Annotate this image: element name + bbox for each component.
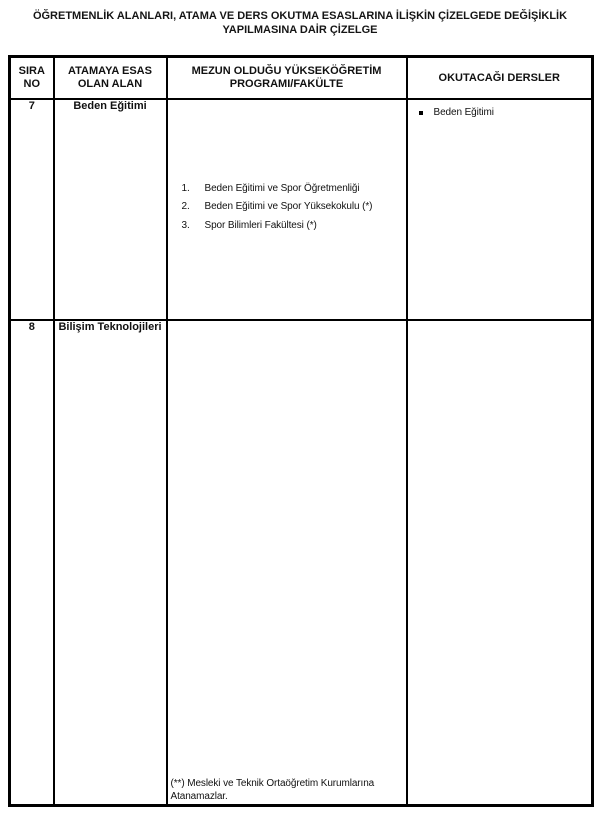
item-text: Beden Eğitimi	[433, 107, 494, 118]
cell-program-list	[167, 99, 407, 320]
cell-program-list	[167, 320, 407, 806]
ders-list	[408, 100, 592, 319]
table-row-7	[10, 99, 593, 320]
item-number: 3.	[181, 219, 190, 231]
alan-value: Beden Eğitimi	[73, 100, 147, 112]
main-table	[8, 55, 594, 807]
sira-no-value: 7	[28, 100, 35, 112]
cell-sira-no	[10, 320, 54, 806]
item-text: Beden Eğitimi ve Spor Yüksekokulu (*)	[204, 201, 373, 213]
item-number: 1.	[181, 182, 190, 194]
cell-ders-list	[407, 320, 593, 806]
cell-sira-no	[10, 99, 54, 320]
header-okutacagi-dersler: OKUTACAĞI DERSLER	[407, 57, 593, 100]
table-row-8	[10, 320, 593, 806]
item-number: 2.	[181, 201, 190, 213]
header-atamaya-esas-alan: ATAMAYA ESAS OLAN ALAN	[54, 57, 167, 100]
program-list-wrap	[168, 321, 406, 804]
cell-ders-list	[407, 99, 593, 320]
alan-value: Bilişim Teknolojileri	[58, 321, 162, 333]
ders-item	[416, 106, 588, 121]
item-text: Beden Eğitimi ve Spor Öğretmenliği	[204, 182, 360, 194]
program-item	[182, 182, 402, 197]
program-item	[182, 200, 402, 215]
program-item	[182, 219, 402, 234]
header-row	[10, 57, 593, 100]
header-mezun-program: MEZUN OLDUĞU YÜKSEKÖĞRETİM PROGRAMI/FAKÜLTE	[167, 57, 407, 100]
footnote: (**) Mesleki ve Teknik Ortaöğretim Kurumlarına Atanamazlar.	[170, 778, 375, 802]
sira-no-value: 8	[28, 321, 35, 333]
cell-alan	[54, 320, 167, 806]
item-text: Spor Bilimleri Fakültesi (*)	[204, 219, 317, 231]
ders-list	[408, 321, 592, 803]
cell-alan	[54, 99, 167, 320]
program-list	[168, 100, 406, 319]
header-sira-no: SIRA NO	[10, 57, 54, 100]
document-title: ÖĞRETMENLİK ALANLARI, ATAMA VE DERS OKUTMA ESASLARINA İLİŞKİN ÇİZELGEDE DEĞİŞİKLİK YAPILMASINA DAİR ÇİZELGE	[32, 10, 568, 36]
